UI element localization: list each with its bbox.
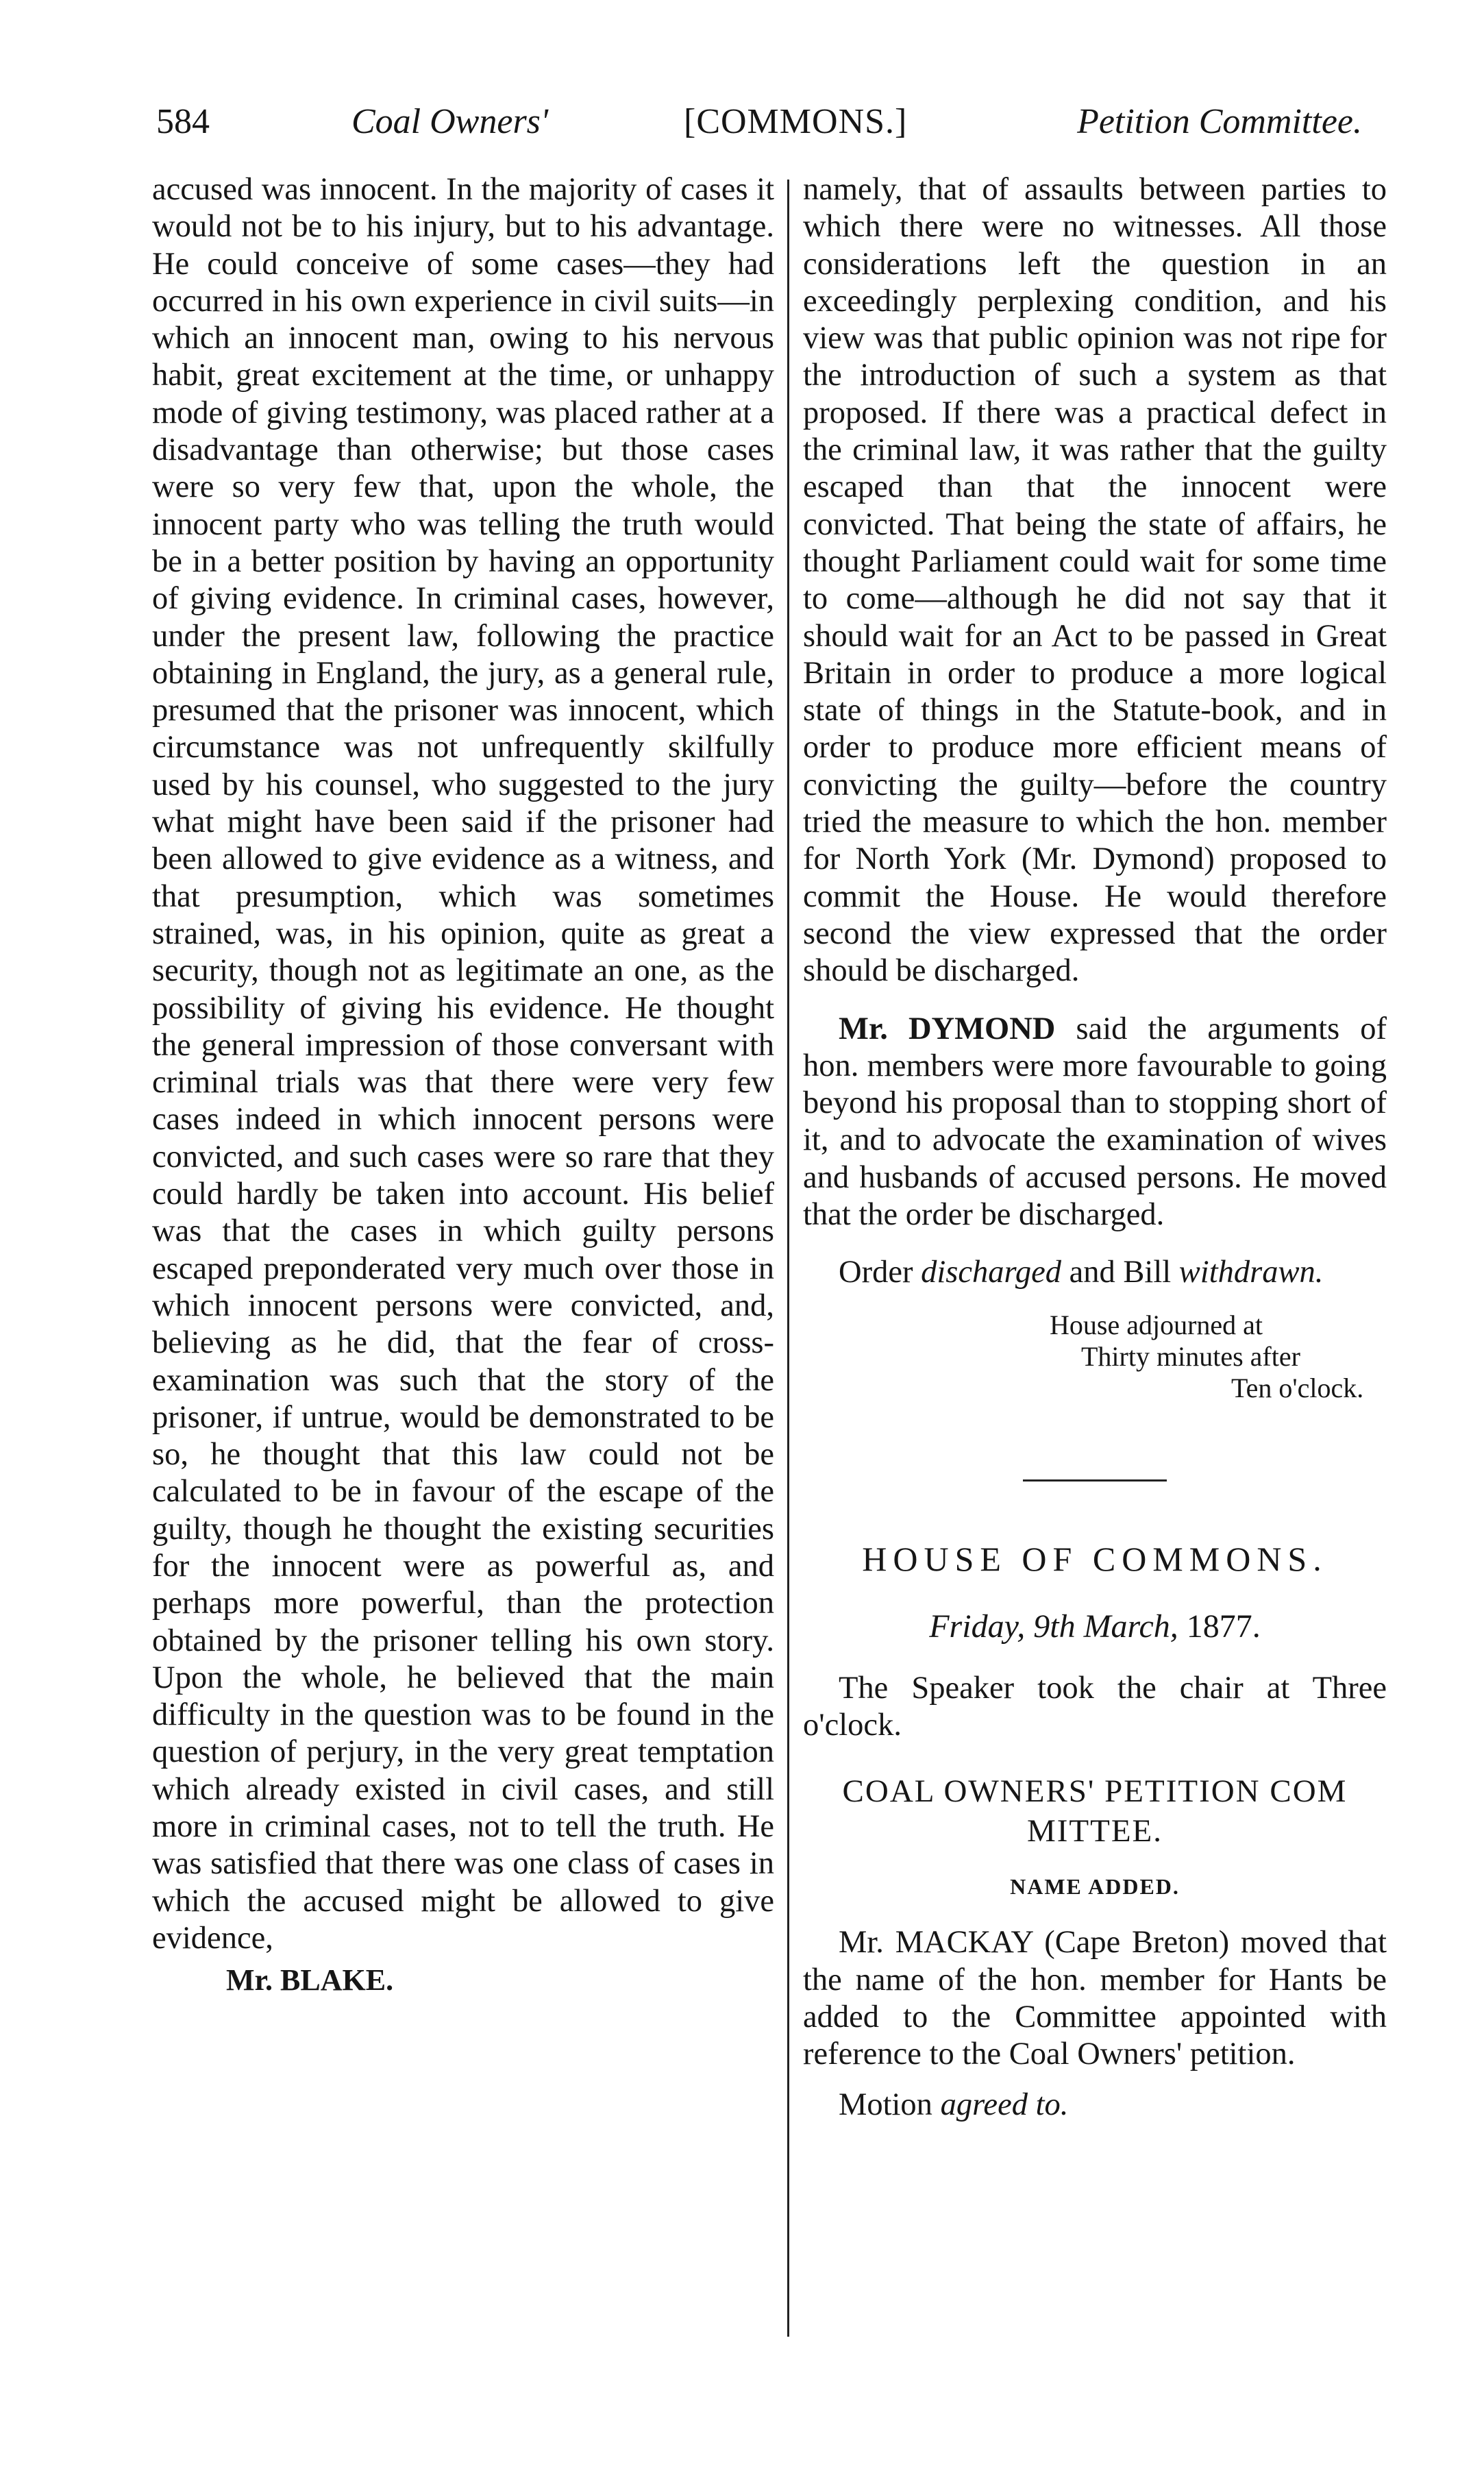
right-column bbox=[803, 171, 1387, 2124]
subheading: NAME ADDED. bbox=[1010, 1874, 1180, 1900]
dymond-paragraph bbox=[803, 1011, 1387, 1234]
order-and: and Bill bbox=[1069, 1255, 1172, 1290]
dymond-text: said the arguments of hon. members were more favourable to going beyond his proposal than to stopping short of it, and to advocate the examination of wives and husbands of accused persons. He moved that the order be discharged. bbox=[803, 1011, 1387, 1233]
running-title-center: [COMMONS.] bbox=[684, 102, 908, 141]
left-column bbox=[152, 171, 774, 1997]
speaker-paragraph: The Speaker took the chair at Three o'clock. bbox=[803, 1670, 1387, 1743]
date-month: 9th March, bbox=[1033, 1608, 1178, 1645]
order-line bbox=[803, 1254, 1387, 1291]
sitting-date bbox=[803, 1608, 1387, 1645]
catchword: Mr. BLAKE. bbox=[226, 1963, 394, 1997]
mackay-paragraph bbox=[803, 1924, 1387, 2073]
date-day: Friday, bbox=[929, 1608, 1026, 1645]
adjournment-line-3: Ten o'clock. bbox=[1231, 1372, 1364, 1403]
speaker-name-dymond: Mr. DYMOND bbox=[839, 1011, 1056, 1046]
section-title-line-2: MITTEE. bbox=[1026, 1813, 1163, 1849]
running-title-left: Coal Owners' bbox=[351, 102, 549, 141]
page-number: 584 bbox=[156, 102, 210, 141]
page-header bbox=[156, 101, 1362, 163]
left-column-paragraph: accused was innocent. In the majority of cases it would not be to his injury, but to his advantage. He could conceive of some cases—they had occurred in his own experience in civil suits—in which an innocent man, owing to his nervous habit, great excitement at the time, or unhappy mode of giving testimony, was placed rather at a disadvantage than otherwise; but those cases were so very few that, upon the whole, the innocent party who was telling the truth would be in a better position by having an opportunity of giving evidence. In criminal cases, however, under the present law, following the practice obtaining in England, the jury, as a general rule, presumed that the prisoner was innocent, which circumstance was not unfrequently skilfully used by his counsel, who suggested to the jury what might have been said if the prisoner had been allowed to give evidence as a witness, and that presumption, which was sometimes strained, was, in his opinion, quite as great a security, though not as legitimate an one, as the possibility of giving his evidence. He thought the general impression of those conversant with criminal trials was that there were very few cases indeed in which innocent persons were convicted, and such cases were so rare that they could hardly be taken into account. His belief was that the cases in which guilty persons escaped preponderated very much over those in which innocent persons were convicted, and, believing as he did, that the fear of cross-examination was such that the story of the prisoner, if untrue, would be demonstrated to be so, he thought that this law could not be calculated to be in favour of the escape of the guilty, though he thought the existing securities for the innocent were as powerful as, and perhaps more powerful, than the protection obtained by the prisoner telling his own story. Upon the whole, he believed that the main difficulty in the question was to be found in the question of perjury, in the very great temptation which already existed in civil cases, and still more in criminal cases, not to tell the truth. He was satisfied that there was one class of cases in which the accused might be allowed to give evidence, bbox=[152, 172, 774, 1956]
right-column-paragraph: namely, that of assaults between parties to which there were no witnesses. All those considerations left the question in an exceedingly perplexing condition, and his view was that public opinion was not ripe for the introduction of such a system as that proposed. If there was a practical defect in the criminal law, it was rather that the guilty escaped than that the innocent were convicted. That being the state of affairs, he thought Parliament could wait for some time to come—although he did not say that it should wait for an Act to be passed in Great Britain in order to produce a more logical state of things in the Statute-book, and in order to produce more efficient means of convicting the guilty—before the country tried the measure to which the hon. member for North York (Mr. Dymond) proposed to commit the House. He would therefore second the view expressed that the order should be discharged. bbox=[803, 172, 1387, 989]
speaker-name-mackay: Mr. MACKAY bbox=[839, 1925, 1033, 1960]
house-title: HOUSE OF COMMONS. bbox=[862, 1539, 1328, 1578]
adjournment-line-1: House adjourned at bbox=[1050, 1309, 1263, 1340]
motion-line bbox=[803, 2087, 1387, 2124]
running-title-right: Petition Committee. bbox=[1077, 102, 1362, 141]
adjournment-line-2: Thirty minutes after bbox=[1081, 1340, 1300, 1372]
order-prefix: Order bbox=[839, 1255, 913, 1290]
adjournment-note bbox=[803, 1310, 1387, 1404]
section-rule bbox=[1023, 1479, 1167, 1482]
motion-prefix: Motion bbox=[839, 2087, 932, 2123]
date-year: 1877. bbox=[1186, 1608, 1261, 1645]
section-title bbox=[803, 1771, 1387, 1851]
motion-agreed: agreed to. bbox=[940, 2087, 1069, 2123]
section-title-line-1: COAL OWNERS' PETITION COM bbox=[842, 1773, 1348, 1810]
column-divider bbox=[787, 180, 789, 2337]
order-discharged: discharged bbox=[921, 1255, 1061, 1290]
mackay-text: (Cape Breton) moved that the name of the hon. member for Hants be added to the Committee appointed with reference to the Coal Owners' petition. bbox=[803, 1925, 1387, 2072]
order-withdrawn: withdrawn. bbox=[1178, 1255, 1324, 1290]
